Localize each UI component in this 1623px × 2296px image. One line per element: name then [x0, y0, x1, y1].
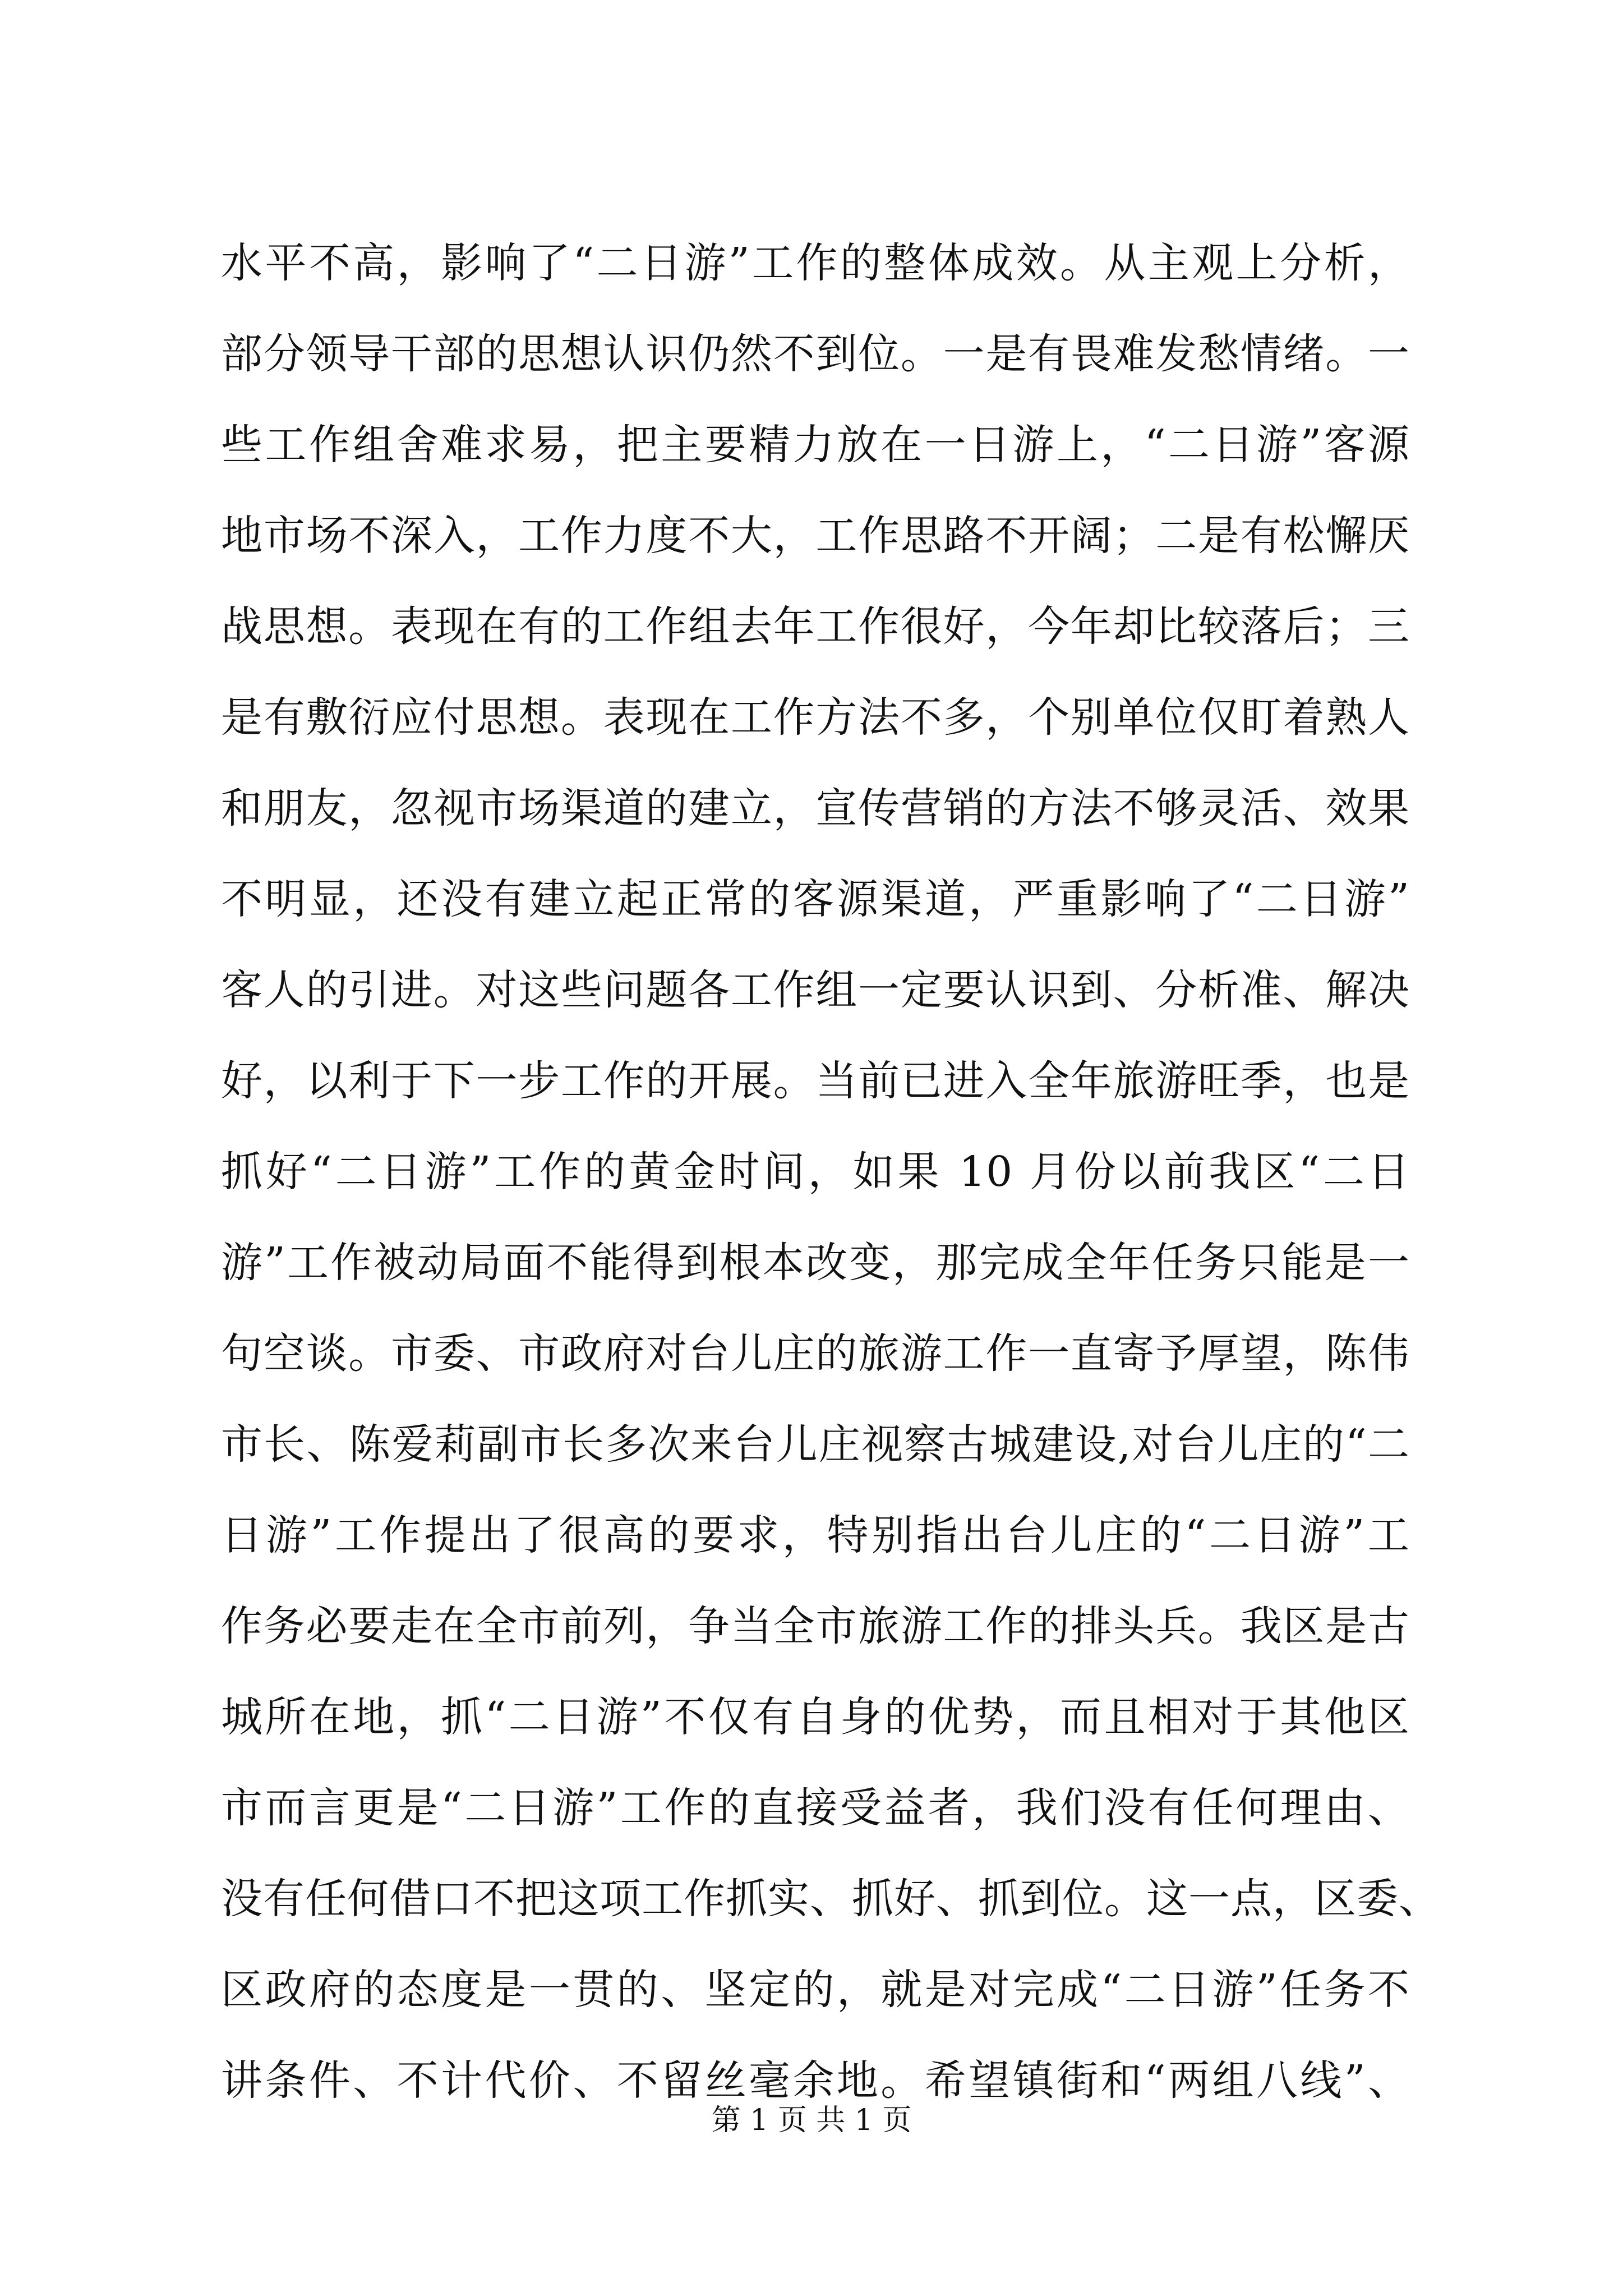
text-line: 些工作组舍难求易，把主要精力放在一日游上，“二日游”客源 — [221, 421, 1410, 469]
text-line: 不明显，还没有建立起正常的客源渠道，严重影响了“二日游” — [221, 875, 1410, 923]
text-line: 是有敷衍应付思想。表现在工作方法不多，个别单位仅盯着熟人 — [221, 693, 1410, 742]
text-line: 战思想。表现在有的工作组去年工作很好，今年却比较落后；三 — [221, 602, 1410, 651]
text-line: 水平不高，影响了“二日游”工作的整体成效。从主观上分析， — [221, 239, 1410, 287]
text-line: 客人的引进。对这些问题各工作组一定要认识到、分析准、解决 — [221, 966, 1410, 1014]
text-line: 游”工作被动局面不能得到根本改变，那完成全年任务只能是一 — [221, 1239, 1410, 1287]
text-line: 部分领导干部的思想认识仍然不到位。一是有畏难发愁情绪。一 — [221, 330, 1410, 378]
page-footer — [0, 2101, 1623, 2140]
text-line: 城所在地，抓“二日游”不仅有自身的优势，而且相对于其他区 — [221, 1693, 1410, 1741]
text-line: 作务必要走在全市前列，争当全市旅游工作的排头兵。我区是古 — [221, 1602, 1410, 1650]
text-line: 讲条件、不计代价、不留丝毫余地。希望镇街和“两组八线”、 — [221, 2056, 1410, 2105]
text-line: 没有任何借口不把这项工作抓实、抓好、抓到位。这一点，区委、 — [221, 1875, 1441, 1923]
text-line: 好，以利于下一步工作的开展。当前已进入全年旅游旺季，也是 — [221, 1057, 1410, 1105]
body-text — [221, 218, 1441, 2126]
text-line: 地市场不深入，工作力度不大，工作思路不开阔；二是有松懈厌 — [221, 512, 1410, 560]
text-line: 和朋友，忽视市场渠道的建立，宣传营销的方法不够灵活、效果 — [221, 784, 1410, 832]
text-line: 区政府的态度是一贯的、坚定的，就是对完成“二日游”任务不 — [221, 1966, 1410, 2014]
page-number-label: 第 1 页 共 1 页 — [711, 2104, 912, 2137]
text-line: 日游”工作提出了很高的要求，特别指出台儿庄的“二日游”工 — [221, 1511, 1410, 1559]
text-line: 市长、陈爱莉副市长多次来台儿庄视察古城建设,对台儿庄的“二 — [221, 1420, 1410, 1469]
text-line: 市而言更是“二日游”工作的直接受益者，我们没有任何理由、 — [221, 1784, 1410, 1832]
text-line: 句空谈。市委、市政府对台儿庄的旅游工作一直寄予厚望，陈伟 — [221, 1329, 1410, 1378]
text-line: 抓好“二日游”工作的黄金时间，如果 10 月份以前我区“二日 — [221, 1148, 1410, 1196]
